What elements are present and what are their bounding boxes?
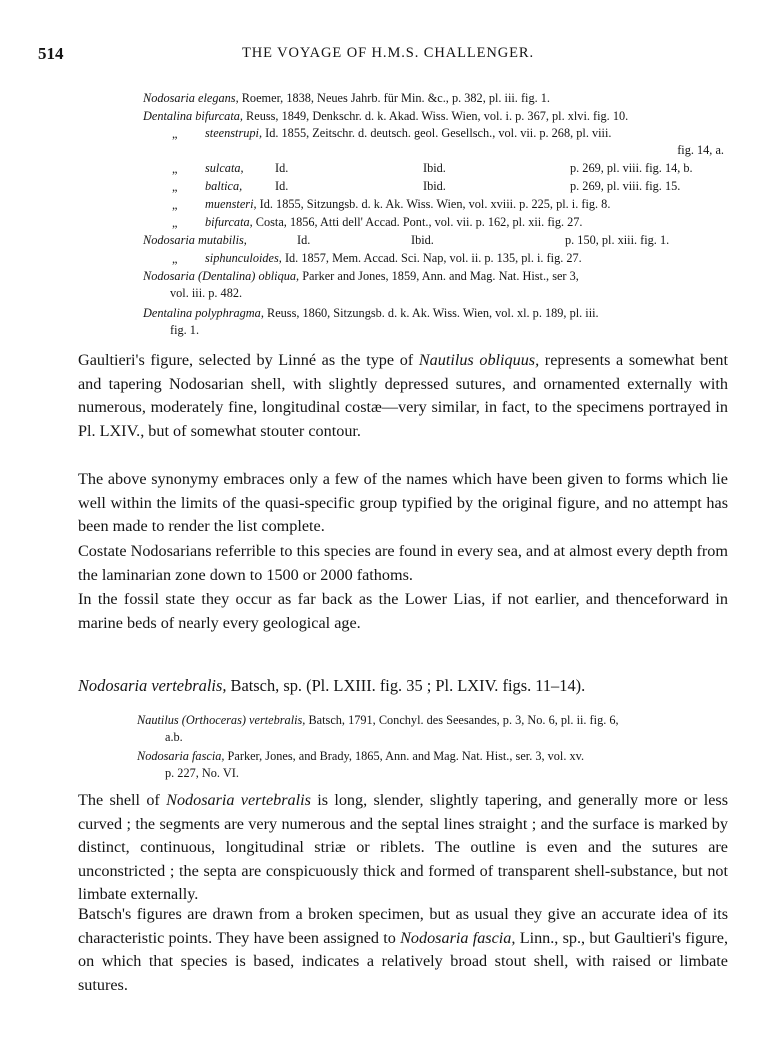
- citation-continuation: a.b.: [165, 730, 183, 744]
- taxon-name: Nodosaria vertebralis,: [78, 676, 227, 695]
- citation-continuation: p. 227, No. VI.: [165, 766, 239, 780]
- citation-continuation: vol. iii. p. 482.: [170, 286, 243, 300]
- ditto-mark: „: [172, 252, 178, 266]
- taxon-name: Nodosaria (Dentalina) obliqua,: [143, 269, 300, 283]
- synonym-entry: [205, 178, 242, 195]
- taxon-name: sulcata,: [205, 161, 244, 175]
- citation: Id. 1855, Zeitschr. d. deutsch. geol. Gesellsch., vol. vii. p. 268, pl. viii.: [265, 126, 612, 140]
- ditto-mark: „: [172, 216, 178, 230]
- taxon-name: Dentalina bifurcata,: [143, 109, 243, 123]
- citation: Parker, Jones, and Brady, 1865, Ann. and Mag. Nat. Hist., ser. 3, vol. xv.: [227, 749, 585, 763]
- citation: Id. 1855, Sitzungsb. d. k. Ak. Wiss. Wien, vol. xviii. p. 225, pl. i. fig. 8.: [259, 197, 611, 211]
- taxon-name: baltica,: [205, 179, 243, 193]
- synonym-entry: [205, 250, 582, 267]
- citation: Reuss, 1849, Denkschr. d. k. Akad. Wiss. Wien, vol. i. p. 367, pl. xlvi. fig. 10.: [246, 109, 629, 123]
- synonym-entry: [143, 305, 599, 322]
- page-number: 514: [38, 44, 64, 63]
- taxon-name: Nodosaria fascia,: [137, 749, 225, 763]
- body-paragraph: Costate Nodosarians referrible to this species are found in every sea, and at almost every depth from the laminarian zone down to 1500 or 2000 fathoms.: [78, 542, 728, 584]
- synonym-entry: [205, 125, 611, 142]
- synonym-entry: [205, 214, 583, 231]
- synonym-entry: [205, 196, 610, 213]
- synonym-entry: [143, 108, 628, 125]
- synonym-entry: [137, 712, 619, 729]
- ibid: Ibid.: [423, 161, 446, 175]
- taxon-name: muensteri,: [205, 197, 257, 211]
- taxon-name: bifurcata,: [205, 215, 253, 229]
- synonym-entry: [143, 268, 579, 285]
- ditto-mark: „: [172, 162, 178, 176]
- citation: Parker and Jones, 1859, Ann. and Mag. Nat. Hist., ser 3,: [302, 269, 579, 283]
- synonym-entry: [143, 90, 550, 107]
- taxon-name: Nodosaria vertebralis: [166, 791, 311, 809]
- body-paragraph: The above synonymy embraces only a few of the names which have been given to forms which lie well within the limits of the quasi-specific group typified by the original figure, and no attempt has been made to render the list complete.: [78, 470, 728, 536]
- taxon-name: Nautilus obliquus,: [418, 351, 540, 369]
- taxon-name: Nodosaria mutabilis,: [143, 233, 247, 247]
- author: Id.: [275, 179, 289, 193]
- page-header: [38, 44, 738, 66]
- citation: p. 269, pl. viii. fig. 15.: [570, 179, 681, 193]
- citation: Reuss, 1860, Sitzungsb. d. k. Ak. Wiss. Wien, vol. xl. p. 189, pl. iii.: [267, 306, 599, 320]
- citation: Roemer, 1838, Neues Jahrb. für Min. &c., p. 382, pl. iii. fig. 1.: [241, 91, 550, 105]
- citation: Batsch, 1791, Conchyl. des Seesandes, p. 3, No. 6, pl. ii. fig. 6,: [308, 713, 619, 727]
- taxon-name: Nautilus (Orthoceras) vertebralis,: [137, 713, 306, 727]
- citation: Costa, 1856, Atti dell' Accad. Pont., vol. vii. p. 162, pl. xii. fig. 27.: [255, 215, 583, 229]
- ibid: Ibid.: [411, 233, 434, 247]
- body-paragraph: Batsch's figures are drawn from a broken specimen, but as usual they give an accurate idea of its characteristic points. They have been assigned to Nodosaria fascia, Linn., sp., but Gaultieri's figure, on which that species is based, indicates a relatively broad stout shell, with raised or limbate sutures.: [78, 905, 728, 994]
- synonym-entry: [137, 748, 584, 765]
- species-heading: Nodosaria vertebralis, Batsch, sp. (Pl. LXIII. fig. 35 ; Pl. LXIV. figs. 11–14).: [78, 676, 586, 695]
- author: Id.: [275, 161, 289, 175]
- citation: Id. 1857, Mem. Accad. Sci. Nap, vol. ii. p. 135, pl. i. fig. 27.: [284, 251, 582, 265]
- ditto-mark: „: [172, 127, 178, 141]
- body-paragraph: Gaultieri's figure, selected by Linné as the type of Nautilus obliquus, represents a somewhat bent and tapering Nodosarian shell, with slightly depressed sutures, and ornamented externally with numerous, moderately fine, longitudinal costæ—very similar, in fact, to the specimens portrayed in Pl. LXIV., but of somewhat stouter contour.: [78, 351, 729, 440]
- ditto-mark: „: [172, 180, 178, 194]
- citation: p. 269, pl. viii. fig. 14, b.: [570, 161, 693, 175]
- taxon-name: Nodosaria elegans,: [143, 91, 239, 105]
- taxon-name: siphunculoides,: [205, 251, 282, 265]
- ditto-mark: „: [172, 198, 178, 212]
- citation-continuation: fig. 1.: [170, 323, 200, 337]
- taxon-name: Dentalina polyphragma,: [143, 306, 264, 320]
- taxon-name: Nodosaria fascia,: [400, 928, 516, 947]
- running-title: THE VOYAGE OF H.M.S. CHALLENGER.: [242, 45, 534, 61]
- citation-continuation: fig. 14, a.: [677, 143, 724, 157]
- synonym-entry: [205, 160, 244, 177]
- ibid: Ibid.: [423, 179, 446, 193]
- citation: p. 150, pl. xiii. fig. 1.: [565, 233, 670, 247]
- body-paragraph: In the fossil state they occur as far back as the Lower Lias, if not earlier, and thenceforward in marine beds of nearly every geological age.: [78, 590, 728, 632]
- synonym-entry: [143, 232, 247, 249]
- author: Id.: [297, 233, 311, 247]
- taxon-name: steenstrupi,: [205, 126, 263, 140]
- body-paragraph: The shell of Nodosaria vertebralis is long, slender, slightly tapering, and generally more or less curved ; the segments are very numerous and the septal lines straight ; and the surface is marked by distinct, continuous, longitudinal striæ or riblets. The outline is even and the sutures are unconstricted ; the septa are conspicuously thick and formed of transparent shell-substance, but not limbate externally.: [78, 791, 728, 904]
